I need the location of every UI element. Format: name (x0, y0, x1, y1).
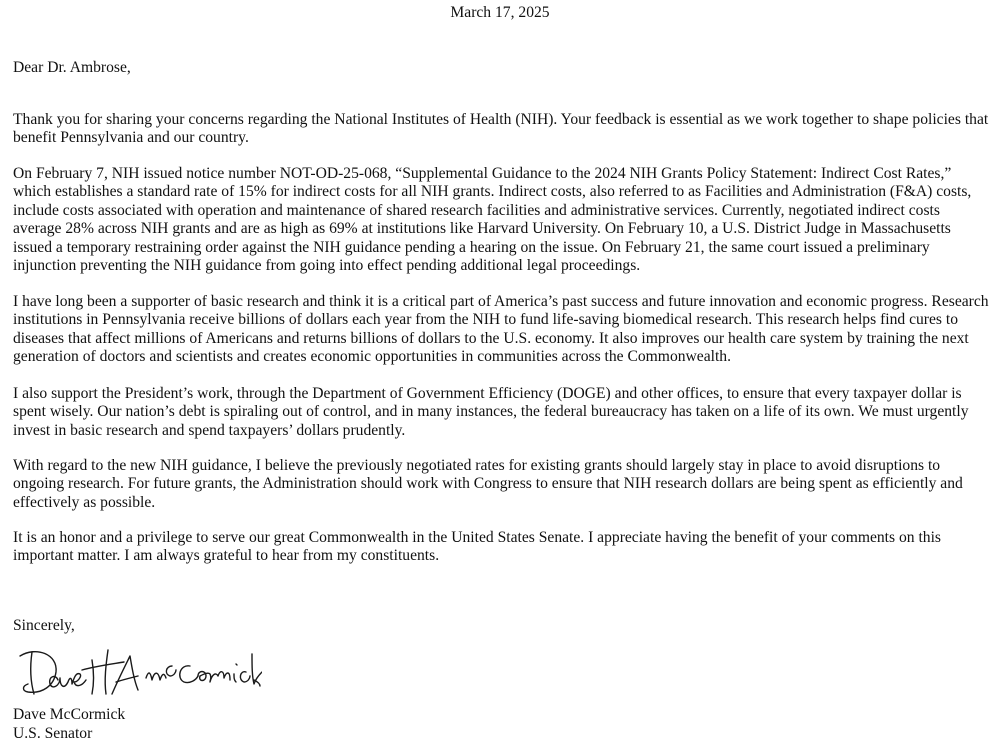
signature-image (12, 640, 262, 704)
body-paragraph: I also support the President’s work, through the Department of Government Efficiency (DOGE) and other offices, to ensure that every taxpayer dollar is spent wisely. Our nation’s debt is spiraling out of control, and in many instances, the federal bureaucracy has taken on a life of its own. We must urgently invest in basic research and spend taxpayers’ dollars prudently. (13, 385, 969, 439)
body-paragraph: On February 7, NIH issued notice number NOT-OD-25-068, “Supplemental Guidance to the 2024 NIH Grants Policy Statement: Indirect Cost Rates,” which establishes a standard rate of 15% for indirect costs for all NIH grants. Indirect costs, also referred to as Facilities and Administration (F&A) costs, include costs associated with operation and maintenance of shared research facilities and administrative services. Currently, negotiated indirect costs average 28% across NIH grants and are as high as 69% at institutions like Harvard University. On February 10, a U.S. District Judge in Massachusetts issued a temporary restraining order against the NIH guidance pending a hearing on the issue. On February 21, the same court issued a preliminary injunction preventing the NIH guidance from going into effect pending additional legal proceedings. (13, 165, 972, 275)
body-paragraph: Thank you for sharing your concerns regarding the National Institutes of Health (NIH). Your feedback is essential as we work together to shape policies that benefit Pennsylvania and our country. (13, 111, 989, 147)
body-paragraph: With regard to the new NIH guidance, I believe the previously negotiated rates for existing grants should largely stay in place to avoid disruptions to ongoing research. For future grants, the Administration should work with Congress to ensure that NIH research dollars are being spent as efficiently and effectively as possible. (13, 457, 963, 511)
body-paragraph: I have long been a supporter of basic research and think it is a critical part of America’s past success and future innovation and economic progress. Research institutions in Pennsylvania receive billions of dollars each year from the NIH to fund life-saving biomedical research. This research helps find cures to diseases that affect millions of Americans and returns billions of dollars to the U.S. economy. It also improves our health care system by training the next generation of doctors and scientists and creates economic opportunities in communities across the Commonwealth. (13, 293, 989, 366)
letter-date: March 17, 2025 (450, 4, 550, 21)
signer-title: U.S. Senator (13, 725, 93, 742)
salutation: Dear Dr. Ambrose, (13, 59, 131, 76)
body-paragraph: It is an honor and a privilege to serve our great Commonwealth in the United States Senate. I appreciate having the benefit of your comments on this important matter. I am always grateful to hear from my constituents. (13, 529, 942, 565)
closing: Sincerely, (13, 617, 75, 634)
signer-name: Dave McCormick (13, 706, 126, 723)
